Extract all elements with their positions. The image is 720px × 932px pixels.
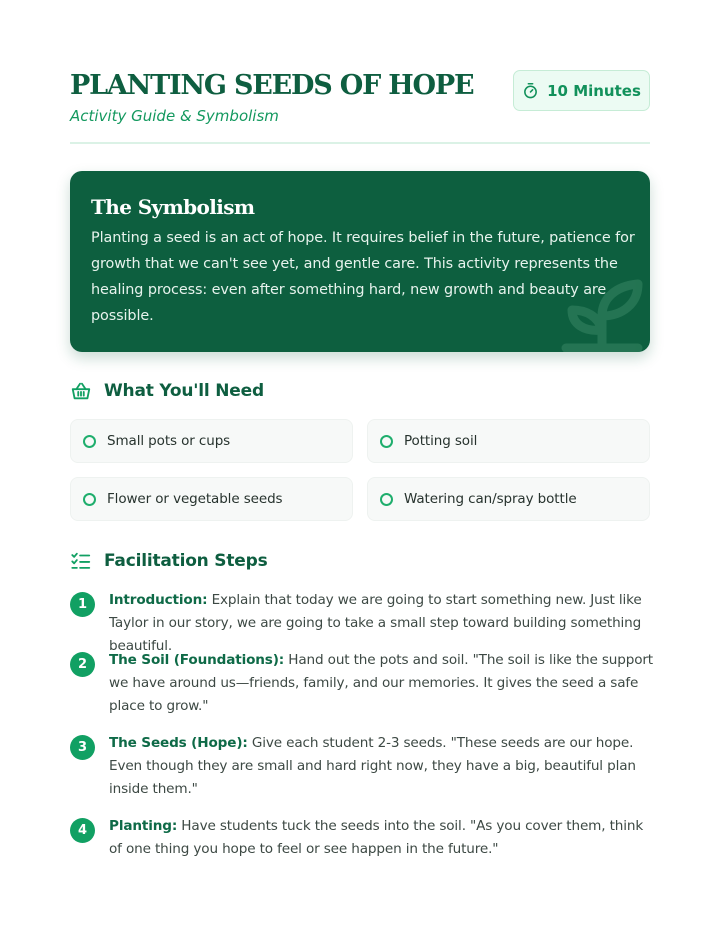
checklist-icon [70,550,92,572]
step-text [109,732,655,801]
symbolism-body: Planting a seed is an act of hope. It requires belief in the future, patience for growth that we can't see yet, and gentle care. This activity represents the healing process: even after something hard, new growth and beauty are possible. [91,230,635,324]
circle-check-icon [83,435,96,448]
stopwatch-icon [522,82,539,99]
page-subtitle: Activity Guide & Symbolism [70,107,279,125]
page-title: PLANTING SEEDS OF HOPE [70,70,474,101]
step-text [109,649,655,718]
sprout-icon [560,260,644,352]
supplies-title: What You'll Need [104,381,264,401]
basket-icon [70,380,92,402]
supply-item [367,419,650,463]
circle-check-icon [380,435,393,448]
step-item [70,589,655,658]
step-description: Have students tuck the seeds into the soil. "As you cover them, think of one thing you hope to feel or see happen in the future." [109,818,644,857]
supplies-header [70,380,264,402]
steps-title: Facilitation Steps [104,551,268,571]
supply-label: Watering can/spray bottle [404,491,577,507]
duration-badge [513,70,650,111]
step-number: 1 [70,592,95,617]
step-item [70,815,655,861]
step-label: Planting: [109,818,178,834]
circle-check-icon [380,493,393,506]
step-description: Hand out the pots and soil. "The soil is like the support we have around us—friends, family, and our memories. It gives the seed a safe place to grow." [109,652,653,714]
step-description: Explain that today we are going to start something new. Just like Taylor in our story, we are going to take a small step toward building something beautiful. [109,592,642,654]
symbolism-title: The Symbolism [91,195,255,219]
step-description: Give each student 2-3 seeds. "These seeds are our hope. Even though they are small and hard right now, they have a big, beautiful plan inside them." [109,735,636,797]
step-label: The Seeds (Hope): [109,735,248,751]
step-number: 2 [70,652,95,677]
supply-label: Potting soil [404,433,478,449]
step-number: 4 [70,818,95,843]
page-header [70,66,650,144]
supply-label: Small pots or cups [107,433,231,449]
step-number: 3 [70,735,95,760]
duration-label: 10 Minutes [547,81,641,100]
step-text [109,815,655,861]
symbolism-card [70,171,650,352]
supply-item [70,477,353,521]
circle-check-icon [83,493,96,506]
supply-item [70,419,353,463]
steps-header [70,550,268,572]
step-label: Introduction: [109,592,208,608]
step-text [109,589,655,658]
step-item [70,732,655,801]
supply-item [367,477,650,521]
step-label: The Soil (Foundations): [109,652,285,668]
supply-label: Flower or vegetable seeds [107,491,283,507]
step-item [70,649,655,718]
